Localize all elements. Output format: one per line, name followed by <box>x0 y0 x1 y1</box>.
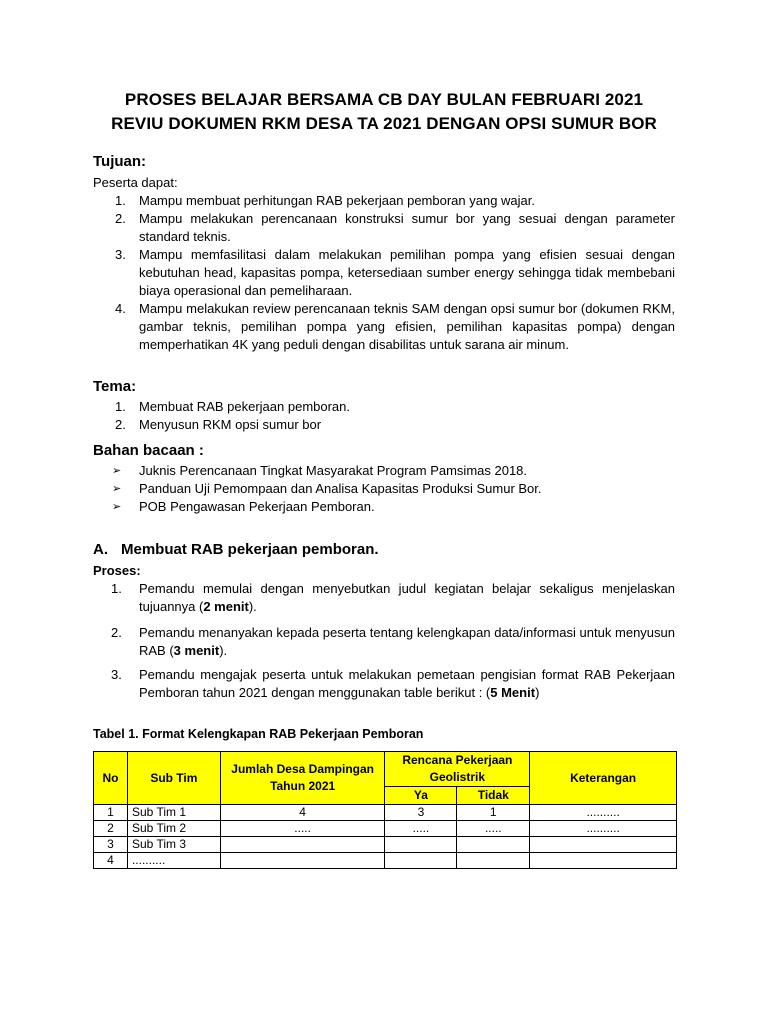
list-number: 2. <box>115 417 126 432</box>
list-number: 3. <box>111 667 122 682</box>
section-title-text: Membuat RAB pekerjaan pemboran. <box>121 541 379 558</box>
list-text: Pemandu mengajak peserta untuk melakukan pemetaan pengisian format RAB Pekerjaan Pemboran tahun 2021 dengan menggunakan table berikut : (5 Menit) <box>139 667 675 700</box>
arrow-bullet-icon: ➢ <box>112 501 122 513</box>
document-title-line1: PROSES BELAJAR BERSAMA CB DAY BULAN FEBRUARI 2021 <box>124 90 644 109</box>
document-title-line2: REVIU DOKUMEN RKM DESA TA 2021 DENGAN OPSI SUMUR BOR <box>111 114 657 133</box>
bahan-item <box>112 480 542 498</box>
header-no: No <box>94 752 128 805</box>
table-row: 3 Sub Tim 3 <box>94 837 677 853</box>
bahan-item <box>112 462 527 480</box>
table-row: 2 Sub Tim 2 ..... ..... ..... .......... <box>94 821 677 837</box>
section-a-title <box>93 541 379 558</box>
header-sub-tim: Sub Tim <box>127 752 220 805</box>
arrow-bullet-icon: ➢ <box>112 465 122 477</box>
proses-label: Proses: <box>93 563 141 578</box>
proses-item <box>93 580 675 616</box>
list-text: Mampu membuat perhitungan RAB pekerjaan pemboran yang wajar. <box>139 193 536 208</box>
header-rencana-geolistrik: Rencana Pekerjaan Geolistrik <box>385 752 530 787</box>
header-jumlah-desa: Jumlah Desa Dampingan Tahun 2021 <box>220 752 385 805</box>
header-keterangan: Keterangan <box>530 752 677 805</box>
list-number: 3. <box>115 247 126 262</box>
table-row: 4 .......... <box>94 853 677 869</box>
tujuan-intro: Peserta dapat: <box>93 175 178 190</box>
list-text: Mampu memfasilitasi dalam melakukan pemilihan pompa yang efisien sesuai dengan kebutuhan head, kapasitas pompa, ketersediaan sumber energy sehingga tidak membebani biaya operasional dan pemeliharaan. <box>139 247 675 298</box>
tema-item <box>93 416 675 434</box>
table-row: 1 Sub Tim 1 4 3 1 .......... <box>94 805 677 821</box>
proses-item <box>93 624 675 660</box>
list-number: 4. <box>115 301 126 316</box>
tujuan-item <box>93 192 675 210</box>
tujuan-item <box>93 210 675 246</box>
header-tidak: Tidak <box>457 787 530 805</box>
tujuan-heading: Tujuan: <box>93 153 147 170</box>
tujuan-item <box>93 246 675 300</box>
header-ya: Ya <box>385 787 457 805</box>
tema-item <box>93 398 675 416</box>
list-text: Panduan Uji Pemompaan dan Analisa Kapasitas Produksi Sumur Bor. <box>139 481 542 496</box>
list-number: 2. <box>115 211 126 226</box>
table-caption: Tabel 1. Format Kelengkapan RAB Pekerjaan Pemboran <box>93 727 424 741</box>
bahan-bacaan-heading: Bahan bacaan : <box>93 442 204 459</box>
list-number: 1. <box>115 399 126 414</box>
list-text: Juknis Perencanaan Tingkat Masyarakat Program Pamsimas 2018. <box>139 463 528 478</box>
section-letter: A. <box>93 541 108 558</box>
list-text: Pemandu memulai dengan menyebutkan judul kegiatan belajar sekaligus menjelaskan tujuannya (2 menit). <box>139 581 675 614</box>
list-number: 1. <box>111 581 122 596</box>
list-text: POB Pengawasan Pekerjaan Pemboran. <box>139 499 375 514</box>
rab-table <box>93 751 677 869</box>
list-text: Pemandu menanyakan kepada peserta tentang kelengkapan data/informasi untuk menyusun RAB (3 menit). <box>139 625 675 658</box>
tema-heading: Tema: <box>93 378 137 395</box>
tujuan-item <box>93 300 675 354</box>
list-number: 2. <box>111 625 122 640</box>
list-text: Mampu melakukan perencanaan konstruksi sumur bor yang sesuai dengan parameter standard teknis. <box>139 211 675 244</box>
list-text: Membuat RAB pekerjaan pemboran. <box>139 399 351 414</box>
list-text: Menyusun RKM opsi sumur bor <box>139 417 322 432</box>
list-text: Mampu melakukan review perencanaan teknis SAM dengan opsi sumur bor (dokumen RKM, gambar teknis, pemilihan pompa yang efisien, pemilihan kapasitas pompa) dengan memperhatikan 4K yang peduli dengan disabilitas untuk sarana air minum. <box>139 301 675 352</box>
proses-item <box>93 666 675 702</box>
bahan-item <box>112 498 375 516</box>
list-number: 1. <box>115 193 126 208</box>
arrow-bullet-icon: ➢ <box>112 483 122 495</box>
